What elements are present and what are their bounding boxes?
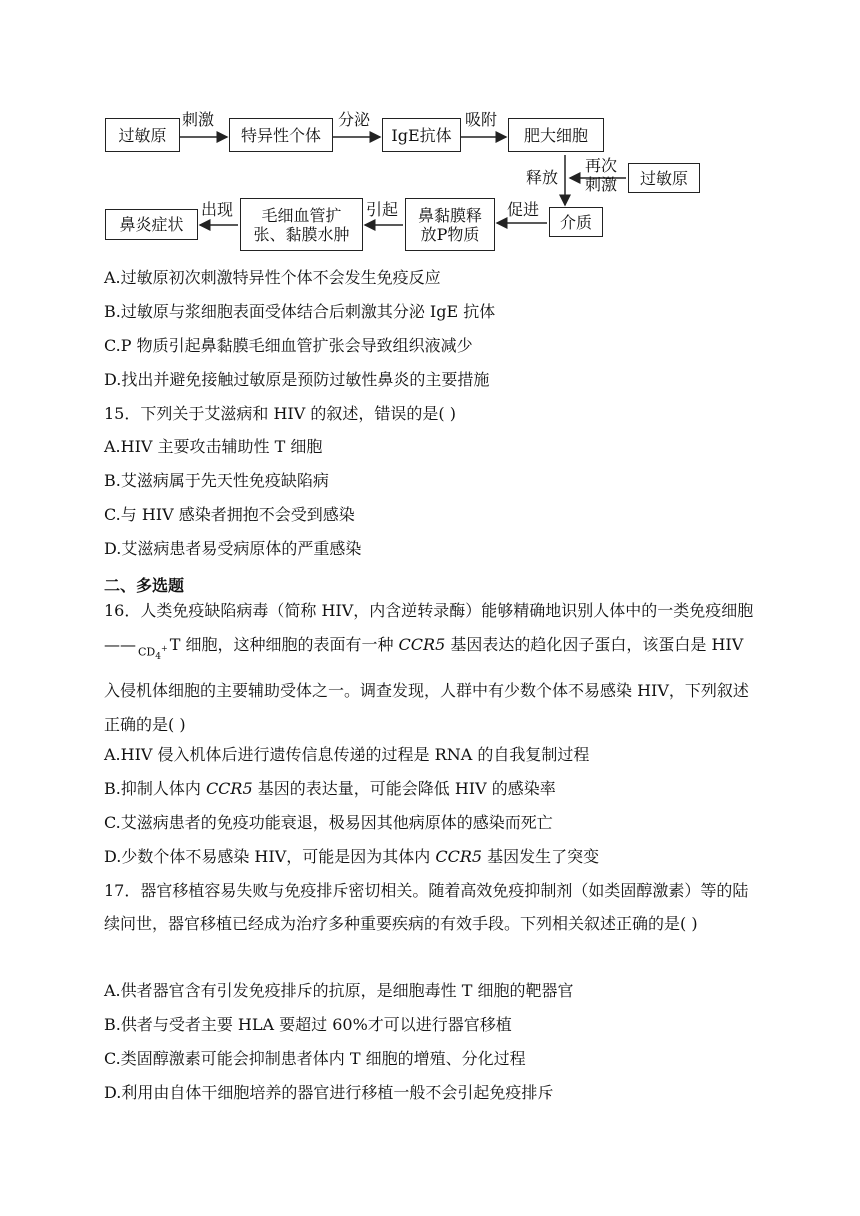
- box-substance-p: 鼻黏膜释放P物质: [405, 198, 495, 251]
- q15-option-b: B.艾滋病属于先天性免疫缺陷病: [104, 471, 329, 490]
- q14-option-c: C.P 物质引起鼻黏膜毛细血管扩张会导致组织液减少: [104, 336, 473, 355]
- box-mast-cell: 肥大细胞: [508, 118, 604, 152]
- q16-option-d: D.少数个体不易感染 HIV，可能是因为其体内 CCR5 基因发生了突变: [104, 847, 600, 866]
- box-capillary-dilation: 毛细血管扩张、黏膜水肿: [240, 198, 363, 251]
- label-cause: 引起: [366, 200, 399, 219]
- label-adsorb: 吸附: [465, 110, 498, 129]
- gene-ccr5: CCR5: [205, 779, 253, 798]
- box-allergen-again: 过敏原: [628, 163, 700, 193]
- box-allergen: 过敏原: [105, 118, 180, 152]
- box-specific-individual: 特异性个体: [229, 118, 333, 152]
- q14-option-d: D.找出并避免接触过敏原是预防过敏性鼻炎的主要措施: [104, 370, 490, 389]
- box-rhinitis-symptoms: 鼻炎症状: [105, 209, 198, 240]
- q15-option-c: C.与 HIV 感染者拥抱不会受到感染: [104, 505, 355, 524]
- q17-option-d: D.利用由自体干细胞培养的器官进行移植一般不会引起免疫排斥: [104, 1083, 554, 1102]
- q15-stem: 15．下列关于艾滋病和 HIV 的叙述，错误的是( ): [104, 404, 456, 423]
- q17-option-a: A.供者器官含有引发免疫排斥的抗原，是细胞毒性 T 细胞的靶器官: [104, 981, 574, 1000]
- gene-ccr5: CCR5: [435, 847, 483, 866]
- label-stimulate: 刺激: [182, 110, 215, 129]
- q15-option-d: D.艾滋病患者易受病原体的严重感染: [104, 539, 362, 558]
- box-mediator: 介质: [549, 207, 603, 237]
- q16-option-b: B.抑制人体内 CCR5 基因的表达量，可能会降低 HIV 的感染率: [104, 779, 556, 798]
- q16-stem-part-c: 基因表达的趋化因子蛋白，该蛋白是 HIV 入侵机体细胞的主要辅助受体之一。调查发现，人群中有少数个体不易感染 HIV，下列叙述正确的是( ): [104, 635, 749, 735]
- section-heading: 二、多选题: [104, 576, 185, 595]
- q16-option-a: A.HIV 侵入机体后进行遗传信息传递的过程是 RNA 的自我复制过程: [104, 745, 590, 764]
- label-restimulate: 再次刺激: [584, 156, 617, 194]
- box-ige-antibody: IgE抗体: [382, 118, 461, 152]
- q14-option-b: B.过敏原与浆细胞表面受体结合后刺激其分泌 IgE 抗体: [104, 302, 496, 321]
- label-appear: 出现: [201, 200, 234, 219]
- label-release: 释放: [526, 168, 559, 187]
- cd4-symbol: $CD_4^+$: [138, 644, 168, 663]
- q16-stem-part-b: T 细胞，这种细胞的表面有一种: [169, 635, 399, 654]
- q17-option-c: C.类固醇激素可能会抑制患者体内 T 细胞的增殖、分化过程: [104, 1049, 526, 1068]
- label-secrete: 分泌: [338, 110, 371, 129]
- q17-stem: 17．器官移植容易失败与免疫排斥密切相关。随着高效免疫抑制剂（如类固醇激素）等的陆续问世，器官移植已经成为治疗多种重要疾病的有效手段。下列相关叙述正确的是( ): [104, 881, 749, 933]
- q16-option-c: C.艾滋病患者的免疫功能衰退，极易因其他病原体的感染而死亡: [104, 813, 553, 832]
- q14-option-a: A.过敏原初次刺激特异性个体不会发生免疫反应: [104, 268, 441, 287]
- q16-stem: [104, 594, 764, 742]
- q15-option-a: A.HIV 主要攻击辅助性 T 细胞: [104, 437, 323, 456]
- q16-stem-part-a: 16．人类免疫缺陷病毒（简称 HIV，内含逆转录酶）能够精确地识别人体中的一类免疫细胞——: [104, 601, 754, 654]
- gene-ccr5: CCR5: [398, 635, 446, 654]
- q17-option-b: B.供者与受者主要 HLA 要超过 60%才可以进行器官移植: [104, 1015, 512, 1034]
- allergy-flow-diagram: [0, 0, 860, 260]
- label-promote: 促进: [507, 200, 540, 219]
